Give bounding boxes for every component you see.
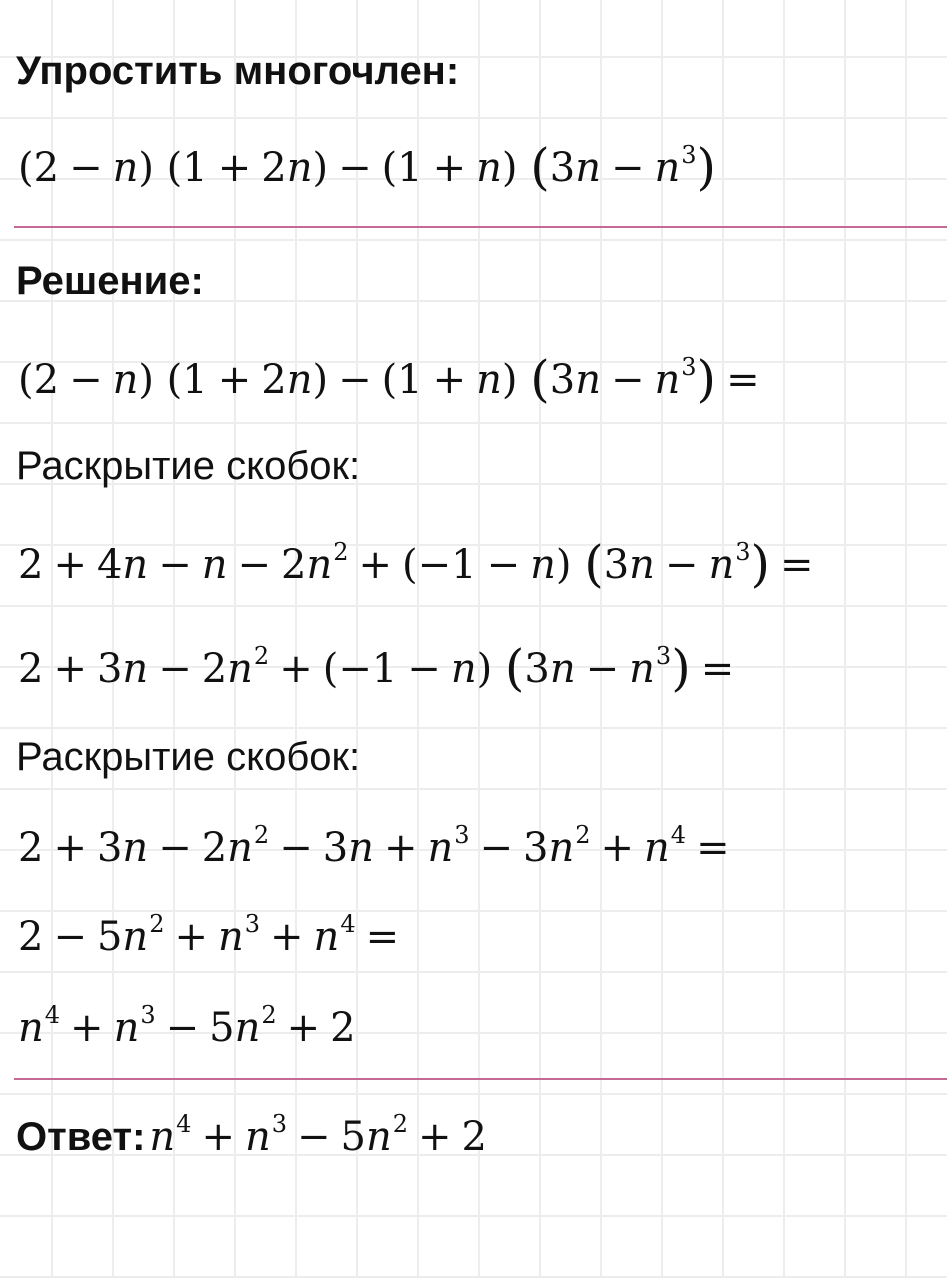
- task-expression: (2 − n) (1 + 2n) − (1 + n) $(3n - n^3)$: [18, 138, 717, 196]
- solution-line-4: $2 + 3n - 2n^2 - 3n + n^3 - 3n^2 + n^4$ =: [18, 821, 730, 871]
- answer-value: $n^4 + n^3 - 5n^2 + 2$: [149, 1110, 487, 1160]
- answer: [16, 1110, 487, 1160]
- solution-line-6: $n^4 + n^3 - 5n^2 + 2$: [18, 1001, 356, 1051]
- task-title: Упростить многочлен:: [16, 49, 460, 93]
- solution-line-5: $2 - 5n^2 + n^3 + n^4$ =: [18, 910, 400, 960]
- step-label-expand-2: Раскрытие скобок:: [16, 735, 361, 779]
- answer-label: Ответ:: [16, 1115, 146, 1159]
- solution-title: Решение:: [16, 259, 204, 303]
- solution-line-2: $2 + 4n - n - 2n^2 + (-1 - n) (3n - n^3)$ =: [18, 535, 814, 593]
- divider-bottom: [14, 1078, 947, 1080]
- divider-top: [14, 226, 947, 228]
- solution-line-1: (2 − n) (1 + 2n) − (1 + n) $(3n - n^3)$ =: [18, 350, 760, 408]
- solution-line-3: $2 + 3n - 2n^2 + (-1 - n) (3n - n^3)$ =: [18, 639, 735, 697]
- step-label-expand-1: Раскрытие скобок:: [16, 444, 361, 488]
